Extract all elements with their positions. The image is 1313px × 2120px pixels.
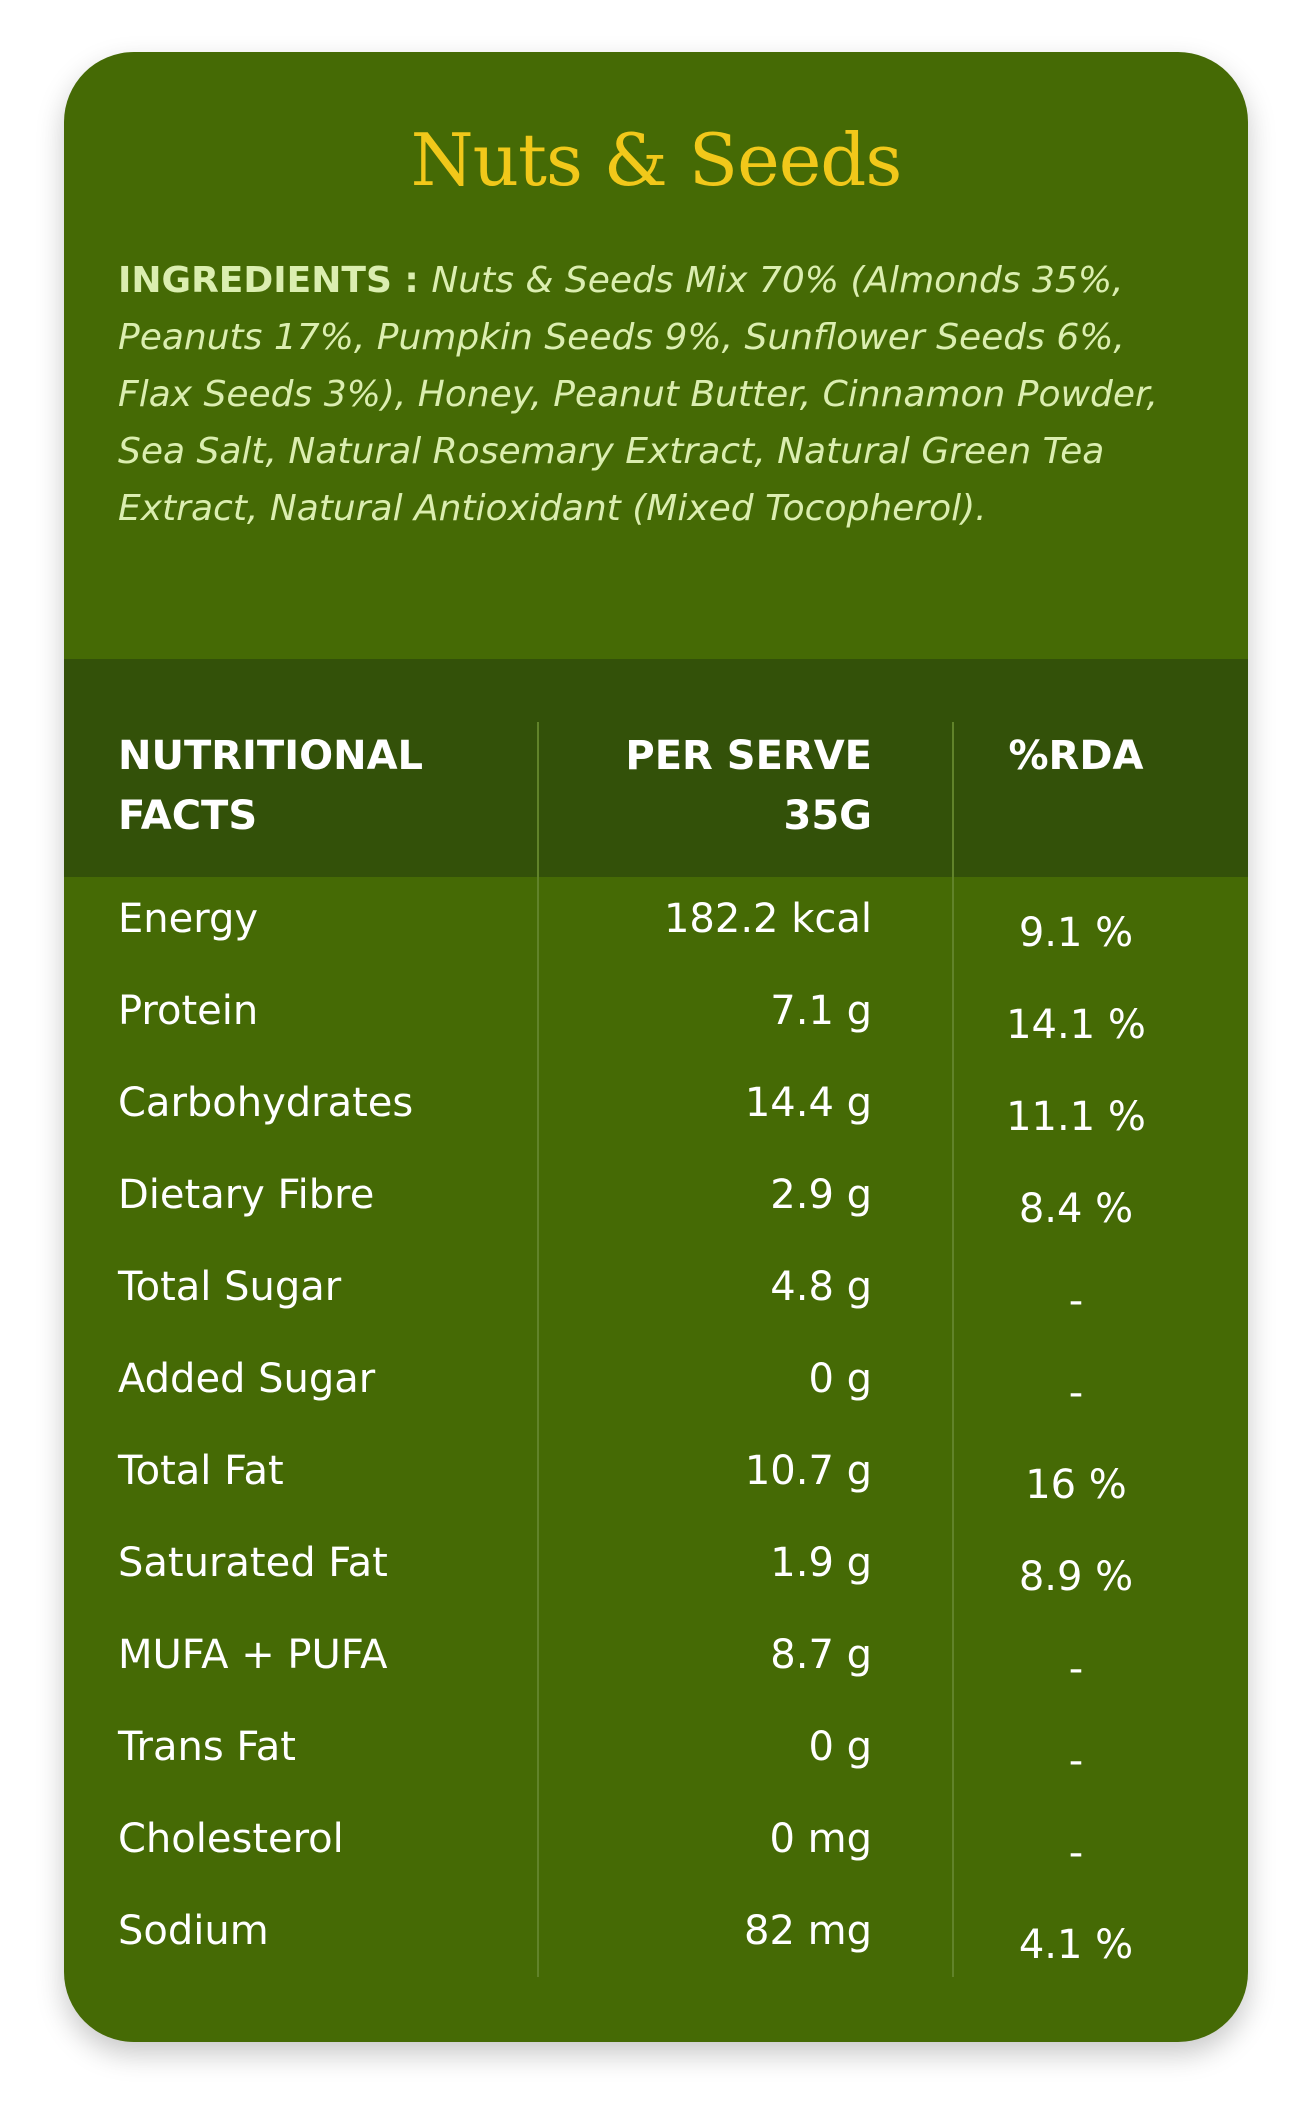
- nutrient-name: MUFA + PUFA: [118, 1632, 388, 1678]
- table-row: [64, 1172, 1248, 1264]
- nutrient-name: Sodium: [118, 1908, 269, 1954]
- header-rda: %RDA: [1008, 733, 1144, 779]
- table-row: [64, 1540, 1248, 1632]
- table-row: [64, 1080, 1248, 1172]
- rda-value: 11.1 %: [1006, 1094, 1146, 1140]
- per-serve-value: 0 g: [808, 1356, 872, 1402]
- rda-value: 8.9 %: [1018, 1554, 1134, 1600]
- per-serve-value: 7.1 g: [770, 988, 872, 1034]
- rda-value: 4.1 %: [1018, 1922, 1134, 1968]
- nutrient-name: Carbohydrates: [118, 1080, 414, 1126]
- rda-value: -: [1068, 1738, 1084, 1784]
- header-per-serve: PER SERVE 35G: [625, 733, 872, 839]
- rda-value: -: [1068, 1278, 1084, 1324]
- rda-value: 16 %: [1025, 1462, 1127, 1508]
- per-serve-value: 0 mg: [769, 1816, 872, 1862]
- nutrient-name: Energy: [118, 896, 259, 942]
- ingredients-label: INGREDIENTS :: [118, 260, 432, 301]
- nutrient-name: Dietary Fibre: [118, 1172, 375, 1218]
- nutrient-name: Cholesterol: [118, 1816, 344, 1862]
- per-serve-value: 4.8 g: [770, 1264, 872, 1310]
- ingredients-block: [118, 252, 1198, 537]
- nutrient-name: Total Sugar: [118, 1264, 342, 1310]
- table-row: [64, 1632, 1248, 1724]
- table-row: [64, 1724, 1248, 1816]
- per-serve-value: 8.7 g: [770, 1632, 872, 1678]
- per-serve-value: 1.9 g: [770, 1540, 872, 1586]
- product-title: Nuts & Seeds: [410, 118, 902, 202]
- rda-value: -: [1068, 1370, 1084, 1416]
- nutrient-name: Trans Fat: [118, 1724, 296, 1770]
- per-serve-value: 0 g: [808, 1724, 872, 1770]
- rda-value: 8.4 %: [1018, 1186, 1134, 1232]
- nutrient-name: Saturated Fat: [118, 1540, 388, 1586]
- nutrient-name: Total Fat: [118, 1448, 284, 1494]
- table-row: [64, 1356, 1248, 1448]
- table-row: [64, 1816, 1248, 1908]
- per-serve-value: 10.7 g: [744, 1448, 872, 1494]
- rda-value: 14.1 %: [1006, 1002, 1146, 1048]
- per-serve-value: 2.9 g: [770, 1172, 872, 1218]
- rda-value: -: [1068, 1646, 1084, 1692]
- table-header: [64, 659, 1248, 877]
- table-row: [64, 896, 1248, 988]
- rda-value: -: [1068, 1830, 1084, 1876]
- nutrition-card: [64, 52, 1248, 2042]
- table-row: [64, 1264, 1248, 1356]
- nutrient-name: Protein: [118, 988, 259, 1034]
- table-row: [64, 988, 1248, 1080]
- per-serve-value: 14.4 g: [744, 1080, 872, 1126]
- nutrient-name: Added Sugar: [118, 1356, 376, 1402]
- header-nutritional-facts: NUTRITIONAL FACTS: [118, 733, 424, 839]
- rda-value: 9.1 %: [1018, 910, 1134, 956]
- per-serve-value: 182.2 kcal: [663, 896, 872, 942]
- table-row: [64, 1448, 1248, 1540]
- table-row: [64, 1908, 1248, 2000]
- per-serve-value: 82 mg: [744, 1908, 872, 1954]
- ingredients-text: Nuts & Seeds Mix 70% (Almonds 35%, Peanuts 17%, Pumpkin Seeds 9%, Sunflower Seeds 6%, Flax Seeds 3%), Honey, Peanut Butter, Cinnamon Powder, Sea Salt, Natural Rosemary Extract, Natural Green Tea Extract, Natural Antioxidant (Mixed Tocopherol).: [118, 260, 1158, 529]
